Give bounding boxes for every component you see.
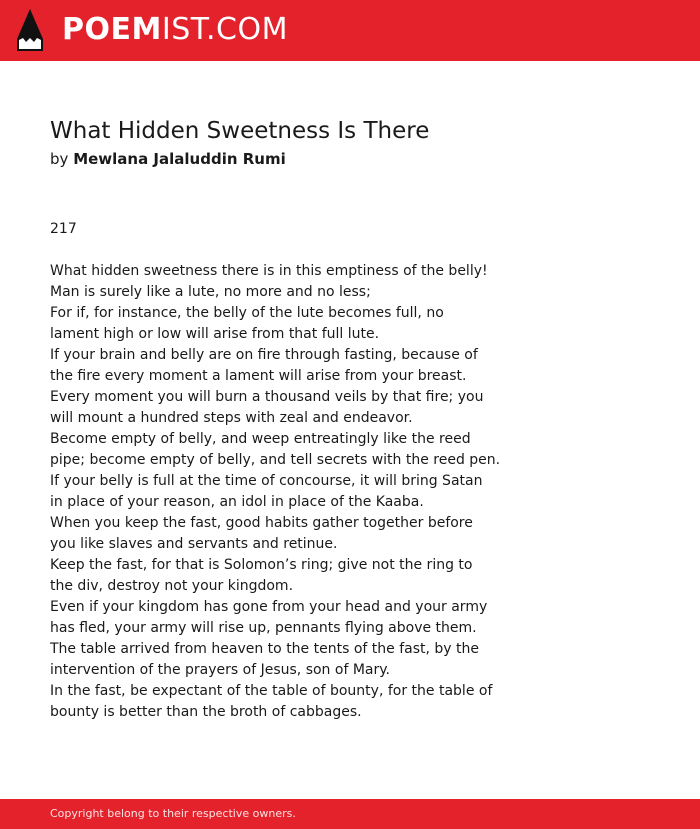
- poem-line: If your brain and belly are on fire through fasting, because of: [50, 347, 478, 363]
- poem-line: the fire every moment a lament will arise from your breast.: [50, 368, 467, 384]
- site-header: [0, 0, 700, 61]
- poem-line: the div, destroy not your kingdom.: [50, 578, 294, 594]
- poem-line: lament high or low will arise from that full lute.: [50, 326, 380, 342]
- poem-line: Become empty of belly, and weep entreatingly like the reed: [50, 431, 471, 447]
- byline: [50, 148, 286, 170]
- poem-line: When you keep the fast, good habits gather together before: [50, 515, 473, 531]
- poem-line: Even if your kingdom has gone from your head and your army: [50, 599, 488, 615]
- poem-line: Every moment you will burn a thousand veils by that fire; you: [50, 389, 484, 405]
- poem-line: The table arrived from heaven to the tents of the fast, by the: [50, 641, 479, 657]
- poem-line: pipe; become empty of belly, and tell secrets with the reed pen.: [50, 452, 501, 468]
- poem-line: For if, for instance, the belly of the lute becomes full, no: [50, 305, 444, 321]
- poem-line: Man is surely like a lute, no more and no less;: [50, 284, 371, 300]
- poem-line: Keep the fast, for that is Solomon’s ring; give not the ring to: [50, 557, 473, 573]
- logo-text-light: IST.COM: [161, 12, 288, 47]
- poem-line: you like slaves and servants and retinue.: [50, 536, 338, 552]
- site-footer: [0, 799, 700, 829]
- poem-line: In the fast, be expectant of the table of bounty, for the table of: [50, 683, 493, 699]
- by-label: by: [50, 150, 69, 168]
- poem-line: has fled, your army will rise up, pennants flying above them.: [50, 620, 477, 636]
- poem-line: in place of your reason, an idol in place of the Kaaba.: [50, 494, 424, 510]
- poem-line: intervention of the prayers of Jesus, son of Mary.: [50, 662, 390, 678]
- copyright-notice: Copyright belong to their respective owners.: [50, 807, 296, 820]
- site-logo[interactable]: [62, 12, 288, 48]
- poem-line: If your belly is full at the time of concourse, it will bring Satan: [50, 473, 483, 489]
- poem-line: bounty is better than the broth of cabbages.: [50, 704, 362, 720]
- poem-line: What hidden sweetness there is in this emptiness of the belly!: [50, 263, 488, 279]
- logo-text-bold: POEM: [62, 12, 162, 47]
- poem-body: [50, 261, 670, 723]
- pencil-tip-icon: [17, 9, 43, 51]
- poem-line: will mount a hundred steps with zeal and endeavor.: [50, 410, 413, 426]
- poem-title: What Hidden Sweetness Is There: [50, 118, 430, 144]
- author-name: Mewlana Jalaluddin Rumi: [73, 150, 286, 168]
- poem-number: 217: [50, 221, 77, 237]
